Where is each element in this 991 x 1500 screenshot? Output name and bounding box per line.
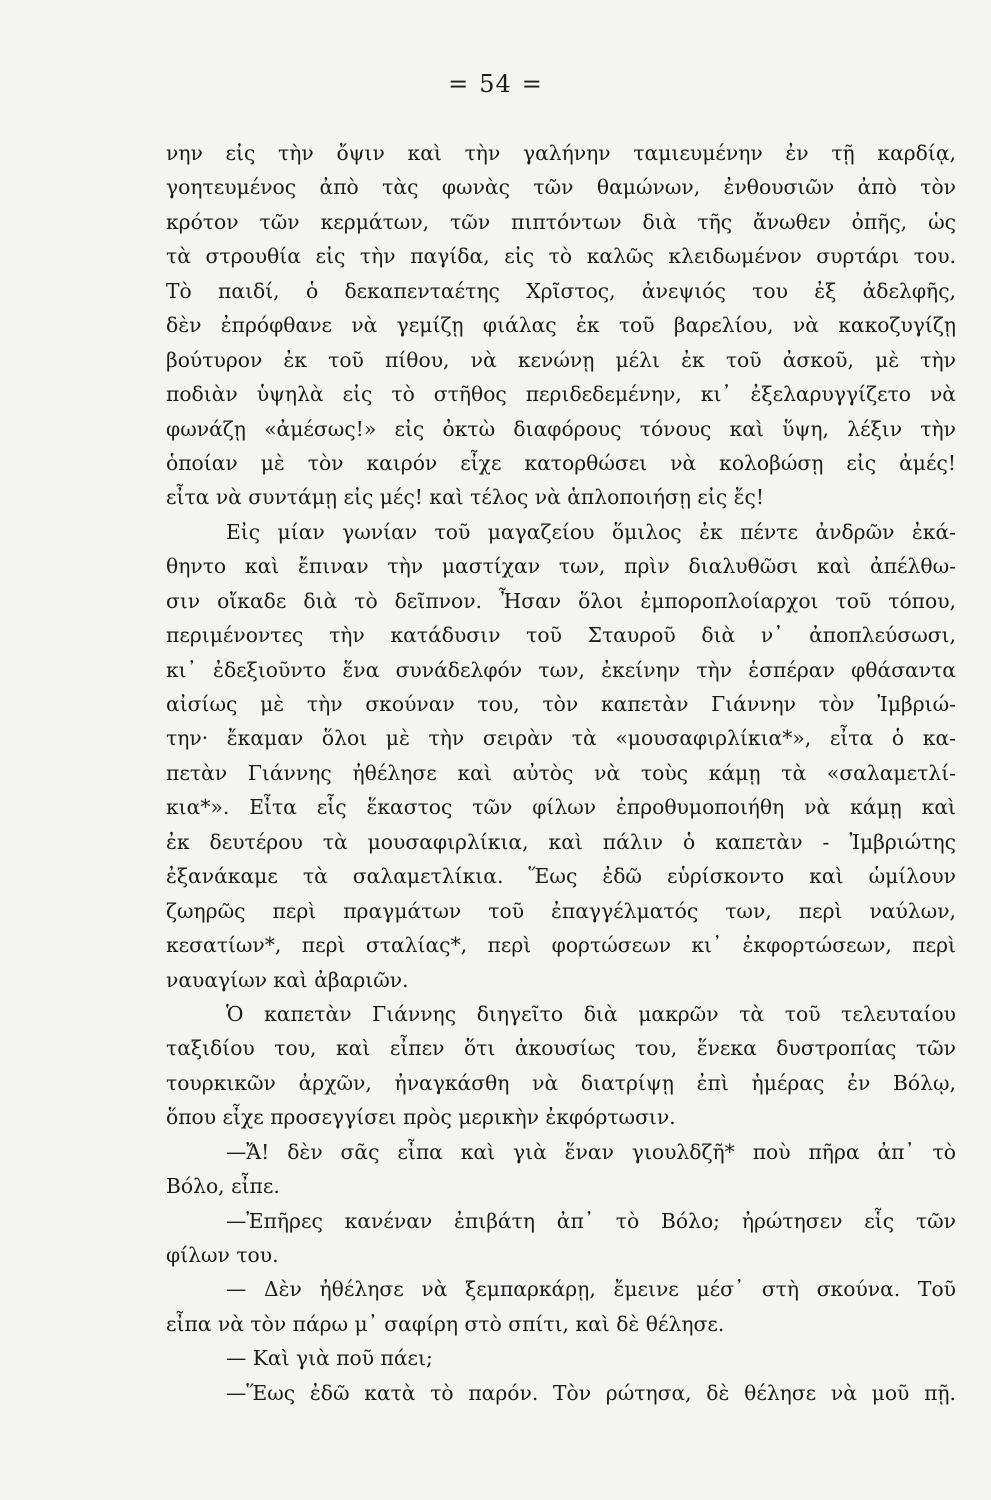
body-text xyxy=(166,136,956,1410)
text-line: φίλων του. xyxy=(166,1243,279,1267)
text-line: νην εἰς τὴν ὄψιν καὶ τὴν γαλήνην ταμιευμένην ἐν τῇ καρδίᾳ, xyxy=(166,141,956,165)
text-line: κια*». Εἶτα εἷς ἕκαστος τῶν φίλων ἐπροθυμοποιήθη νὰ κάμῃ καὶ xyxy=(166,795,956,820)
text-line: —Ἄ! δὲν σᾶς εἶπα καὶ γιὰ ἕναν γιουλδζῆ* ποὺ πῆρα ἀπ᾿ τὸ xyxy=(226,1139,956,1164)
text-line: φωνάζῃ «ἀμέσως!» εἰς ὀκτὼ διαφόρους τόνους καὶ ὕψη, λέξιν τὴν xyxy=(166,416,956,441)
text-line: ἐξανάκαμε τὰ σαλαμετλίκια. Ἕως ἐδῶ εὑρίσκοντο καὶ ὡμίλουν xyxy=(166,864,956,889)
text-line: Εἰς μίαν γωνίαν τοῦ μαγαζείου ὅμιλος ἐκ πέντε ἀνδρῶν ἐκά- xyxy=(226,519,956,544)
text-line: κρότον τῶν κερμάτων, τῶν πιπτόντων διὰ τῆς ἄνωθεν ὀπῆς, ὡς xyxy=(166,209,956,234)
text-line: ναυαγίων καὶ ἀβαριῶν. xyxy=(166,967,409,992)
text-line: θηντο καὶ ἔπιναν τὴν μαστίχαν των, πρὶν διαλυθῶσι καὶ ἀπέλθω- xyxy=(166,554,956,579)
text-line: δὲν ἐπρόφθανε νὰ γεμίζῃ φιάλας ἐκ τοῦ βαρελίου, νὰ κακοζυγίζῃ xyxy=(166,313,956,338)
page-number-rule-right: = xyxy=(521,70,543,98)
text-line: Τὸ παιδί, ὁ δεκαπενταέτης Χρῖστος, ἀνεψιός του ἐξ ἀδελφῆς, xyxy=(166,278,956,303)
text-line: εἶπα νὰ τὸν πάρω μ᾿ σαφίρη στὸ σπίτι, καὶ δὲ θέλησε. xyxy=(166,1311,725,1336)
text-line: τὰ στρουθία εἰς τὴν παγίδα, εἰς τὸ καλῶς κλειδωμένον συρτάρι του. xyxy=(166,244,956,269)
text-line: κι᾿ ἐδεξιοῦντο ἕνα συνάδελφόν των, ἐκείνην τὴν ἑσπέραν φθάσαντα xyxy=(166,657,956,682)
text-line: βούτυρον ἐκ τοῦ πίθου, νὰ κενώνῃ μέλι ἐκ τοῦ ἀσκοῦ, μὲ τὴν xyxy=(166,347,956,372)
text-line: — Δὲν ἠθέλησε νὰ ξεμπαρκάρῃ, ἔμεινε μέσ᾿ στὴ σκούνα. Τοῦ xyxy=(226,1277,956,1302)
text-line: αἰσίως μὲ τὴν σκούναν του, τὸν καπετὰν Γιάννην τὸν Ἰμβριώ- xyxy=(166,692,956,716)
text-line: ζωηρῶς περὶ πραγμάτων τοῦ ἐπαγγέλματός των, περὶ ναύλων, xyxy=(166,898,956,923)
page-number-value: 54 xyxy=(479,70,512,98)
text-line: ποδιὰν ὑψηλὰ εἰς τὸ στῆθος περιδεδεμένην, κι᾿ ἐξελαρυγγίζετο νὰ xyxy=(166,382,956,407)
text-line: ἐκ δευτέρου τὰ μουσαφιρλίκια, καὶ πάλιν ὁ καπετὰν - Ἰμβριώτης xyxy=(166,829,956,854)
text-line: τουρκικῶν ἀρχῶν, ἠναγκάσθη νὰ διατρίψῃ ἐπὶ ἡμέρας ἐν Βόλῳ, xyxy=(166,1070,956,1095)
page-number-rule-left: = xyxy=(448,70,470,98)
text-line: σιν οἴκαδε διὰ τὸ δεῖπνον. Ἦσαν ὅλοι ἐμποροπλοίαρχοι τοῦ τόπου, xyxy=(166,588,956,613)
text-line: κεσατίων*, περὶ σταλίας*, περὶ φορτώσεων κι᾿ ἐκφορτώσεων, περὶ xyxy=(166,933,956,958)
text-line: γοητευμένος ἀπὸ τὰς φωνὰς τῶν θαμώνων, ἐνθουσιῶν ἀπὸ τὸν xyxy=(166,175,956,200)
text-line: ὅπου εἶχε προσεγγίσει πρὸς μερικὴν ἐκφόρτωσιν. xyxy=(166,1105,676,1130)
text-line: την· ἔκαμαν ὅλοι μὲ τὴν σειρὰν τὰ «μουσαφιρλίκια*», εἶτα ὁ κα- xyxy=(166,726,956,751)
text-line: περιμένοντες τὴν κατάδυσιν τοῦ Σταυροῦ διὰ ν᾿ ἀποπλεύσωσι, xyxy=(166,623,956,648)
text-line: — Καὶ γιὰ ποῦ πάει; xyxy=(226,1346,433,1371)
text-line: ὁποίαν μὲ τὸν καιρόν εἶχε κατορθώσει νὰ κολοβώσῃ εἰς ἀμές! xyxy=(166,450,956,475)
text-line: —Ἕως ἐδῶ κατὰ τὸ παρόν. Τὸν ρώτησα, δὲ θέλησε νὰ μοῦ πῇ. xyxy=(226,1380,956,1405)
text-line: Βόλο, εἶπε. xyxy=(166,1174,280,1199)
text-line: ταξιδίου του, καὶ εἶπεν ὅτι ἀκουσίως του, ἕνεκα δυστροπίας τῶν xyxy=(166,1036,956,1061)
text-line: εἶτα νὰ συντάμῃ εἰς μές! καὶ τέλος νὰ ἁπλοποιήσῃ εἰς ἔς! xyxy=(166,485,765,510)
text-line: πετὰν Γιάννης ἠθέλησε καὶ αὐτὸς νὰ τοὺς κάμῃ τὰ «σαλαμετλί- xyxy=(166,760,956,785)
text-line: —Ἐπῆρες κανέναν ἐπιβάτη ἀπ᾿ τὸ Βόλο; ἠρώτησεν εἷς τῶν xyxy=(226,1208,956,1233)
page-number xyxy=(0,70,991,98)
text-line: Ὁ καπετὰν Γιάννης διηγεῖτο διὰ μακρῶν τὰ τοῦ τελευταίου xyxy=(226,1001,956,1026)
